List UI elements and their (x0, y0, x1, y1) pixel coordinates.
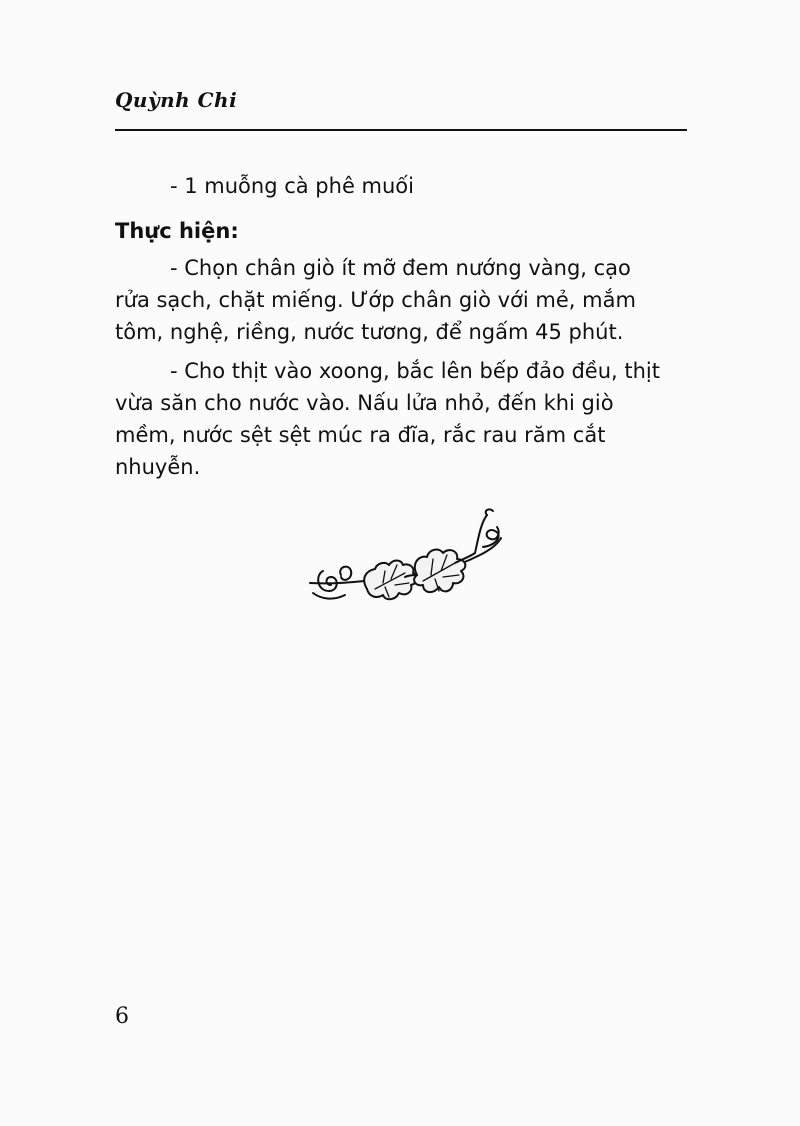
step-1-line: rửa sạch, chặt miếng. Ướp chân giò với mẻ, mắm (115, 288, 636, 312)
step-1-line: - Chọn chân giò ít mỡ đem nướng vàng, cạo (170, 256, 631, 280)
step-1-paragraph (115, 252, 693, 348)
step-2-line: - Cho thịt vào xoong, bắc lên bếp đảo đều, thịt (170, 359, 660, 383)
recipe-body (115, 170, 693, 490)
author-name: Quỳnh Chi (115, 88, 238, 112)
step-1-line: tôm, nghệ, riềng, nước tương, để ngấm 45 phút. (115, 320, 624, 344)
step-2-line: vừa săn cho nước vào. Nấu lửa nhỏ, đến khi giò (115, 391, 614, 415)
vine-leaves-ornament-icon (305, 505, 520, 615)
step-2-paragraph (115, 355, 693, 483)
page-number: 6 (115, 1004, 129, 1029)
ingredient-line: - 1 muỗng cà phê muối (170, 174, 414, 198)
step-2-line: mềm, nước sệt sệt múc ra đĩa, rắc rau răm cắt (115, 423, 606, 447)
step-2-line: nhuyễn. (115, 455, 201, 479)
header-rule (115, 129, 687, 131)
page-header (115, 88, 687, 132)
method-heading: Thực hiện: (115, 219, 239, 243)
